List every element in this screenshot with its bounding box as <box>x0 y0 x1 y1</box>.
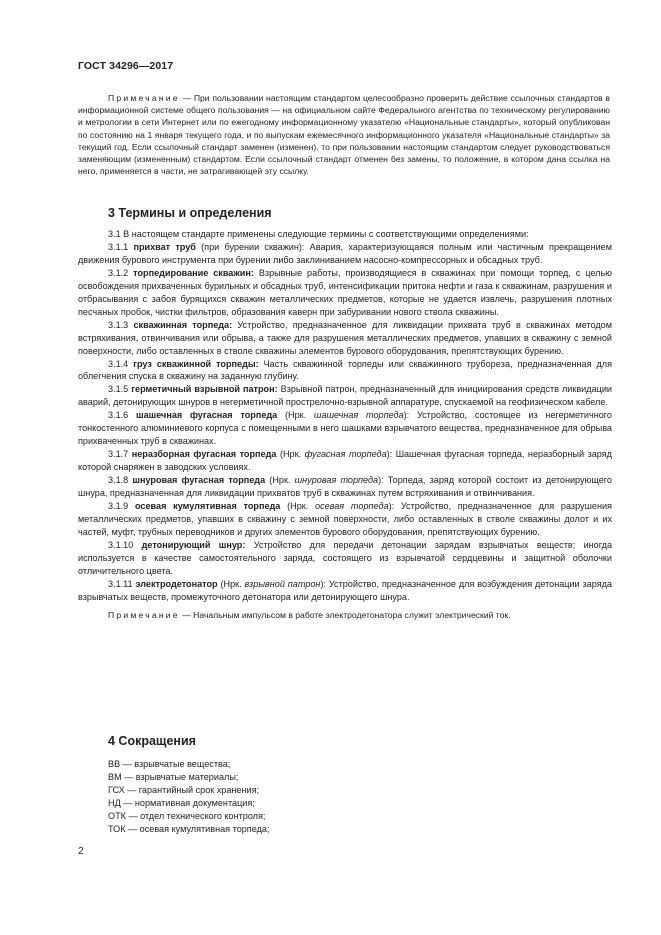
term-name: неразборная фугасная торпеда <box>131 449 277 460</box>
note-label: Примечание <box>108 93 180 103</box>
term-entry <box>78 448 612 474</box>
term-entry <box>78 383 612 409</box>
term-entry <box>78 319 612 358</box>
term-definition: ): Шашечная фугасная торпеда, неразборный заряд которой снаряжен в заводских условиях. <box>78 449 612 473</box>
term-definition: ): Устройство, состоящее из негерметичного тонкостенного алюминиевого корпуса с помещенными в него шашками взрывчатого вещества, предназначенное для обрыва прихваченных труб в скважинах. <box>78 410 612 447</box>
term-name: скважинная торпеда: <box>133 319 233 330</box>
term-name: торпедирование скважин: <box>133 267 254 278</box>
term-name: детонирующий шнур: <box>141 539 246 550</box>
term-definition: Устройство, предназначенное для ликвидации прихвата труб в скважинах методом встряхивания, отвинчивания или обрыва, а также для разрушения металлических предметов, упавших в скважину с земной поверхности, либо оставленных в стволе скважины элементов бурового оборудования, препятствующих бурению. <box>78 319 612 356</box>
term-number: 3.1.6 <box>108 410 136 421</box>
term-name: осевая кумулятивная торпеда <box>135 501 281 512</box>
term-nonrecommended: фугасная торпеда <box>304 449 387 460</box>
term-number: 3.1.4 <box>108 358 134 369</box>
term-name: груз скважинной торпеды: <box>133 358 259 369</box>
term-number: 3.1.11 <box>108 578 136 589</box>
term-definition: Взрывные работы, производящиеся в скважинах при помощи торпед, с целью освобождения прихваченных бурильных и обсадных труб, интенсификации притока нефти и газа к скважинам, разрушения и отбрасывания с забоя бурящихся скважин металлических предметов, которые не удается извлечь, разрушения плотных песчаных пробок, чистки фильтров, образования каверн при забуривании нового ствола скважины. <box>78 267 612 317</box>
section-3-heading: 3 Термины и определения <box>108 206 272 220</box>
term-number: 3.1.7 <box>108 449 132 460</box>
term-definition: ): Устройство, предназначенное для разрушения металлических предметов, упавших в скважину с земной поверхности, либо оставленных в стволе скважины долот и их частей, муфт, трубных переводников и других элементов бурового оборудования, препятствующих бурению. <box>78 501 612 537</box>
term-definition: Устройство для передачи детонации зарядам взрывчатых веществ; иногда используется в качестве самостоятельного заряда, состоящего из взрывчатой сердцевины и защитной оболочки отличительного цвета. <box>78 539 612 576</box>
term-name: электродетонатор <box>135 578 218 589</box>
term-name: шнуровая фугасная торпеда <box>132 475 266 486</box>
note-label: Примечание <box>108 609 180 620</box>
term-preface: (Нрк. <box>265 475 295 486</box>
abbreviation-item: НД — нормативная документация; <box>108 798 255 808</box>
terms-definitions <box>78 228 612 622</box>
term-name: шашечная фугасная торпеда <box>136 410 278 421</box>
term-nonrecommended: шнуровая торпеда <box>294 475 379 486</box>
page-number: 2 <box>78 846 84 857</box>
term-number: 3.1.5 <box>108 384 132 395</box>
term-number: 3.1.9 <box>108 501 135 512</box>
term-preface: (Нрк. <box>217 578 245 589</box>
term-note <box>78 609 612 622</box>
term-entry <box>78 267 612 319</box>
term-definition: Взрывной патрон, предназначенный для инициирования средств ликвидации аварий, детонирующих шнуров в негерметичной прострелочно-взрывной аппаратуре, спускаемой на геофизическом кабеле. <box>78 384 612 408</box>
term-nonrecommended: осевая торпеда <box>315 501 389 512</box>
abbreviation-item: ОТК — отдел технического контроля; <box>108 811 266 821</box>
term-definition: (при бурении скважин): Авария, характеризующаяся полным или частичным прекращением движения бурового инструмента при бурении либо заклиниванием насосно-компрессорных и обсадных труб. <box>78 241 612 265</box>
term-definition: Часть скважинной торпеды или скважинного труборeза, предназначенная для облегчения спуска в скважину на заданную глубину. <box>78 358 612 382</box>
term-entry <box>78 539 612 578</box>
abbreviation-item: ГСХ — гарантийный срок хранения; <box>108 785 260 795</box>
term-entry <box>78 500 612 539</box>
note-text: — При пользовании настоящим стандартом целесообразно проверить действие ссылочных стандартов в информационной системе общего пользования — на официальном сайте Федерального агентства по техническому регулированию и метрологии в сети Интернет или по ежегодному информационному указателю «Национальные стандарты», который опубликован по состоянию на 1 января текущего года, и по выпускам ежемесячного информационного указателя «Национальные стандарты» за текущий год. Если ссылочный стандарт заменен (изменен), то при пользовании настоящим стандартом следует руководствоваться заменяющим (измененным) стандартом. Если ссылочный стандарт отменен без замены, то положение, в котором дана ссылка на него, применяется в части, не затрагивающей эту ссылку. <box>78 93 610 177</box>
term-number: 3.1.1 <box>108 241 134 252</box>
term-number: 3.1.2 <box>108 267 134 278</box>
section-4-heading: 4 Сокращения <box>108 734 196 748</box>
document-code-header: ГОСТ 34296—2017 <box>78 60 174 72</box>
term-definition: ): Устройство, предназначенное для возбуждения детонации заряда взрывчатых веществ, промежуточного детонатора или детонирующего шнура. <box>78 578 612 602</box>
note-references <box>78 92 610 177</box>
term-number: 3.1.3 <box>108 319 134 330</box>
term-number: 3.1.10 <box>108 539 142 550</box>
term-entry <box>78 474 612 500</box>
term-number: 3.1.8 <box>108 475 133 486</box>
term-name: прихват труб <box>133 241 196 252</box>
abbreviations-list <box>108 758 269 836</box>
term-entry <box>78 409 612 448</box>
terms-intro: 3.1 В настоящем стандарте применены следующие термины с соответствующими определениями: <box>108 229 529 239</box>
term-preface: (Нрк. <box>280 501 316 512</box>
term-nonrecommended: взрывной патрон <box>244 578 321 589</box>
term-entry <box>78 358 612 384</box>
term-entry <box>78 578 612 604</box>
abbreviation-item: ТОК — осевая кумулятивная торпеда; <box>108 824 270 834</box>
term-preface: (Нрк. <box>277 410 314 421</box>
note-text: — Начальным импульсом в работе электродетонатора служит электрический ток. <box>179 609 511 620</box>
term-entry <box>78 241 612 267</box>
term-preface: (Нрк. <box>276 449 305 460</box>
terms-list <box>78 241 612 604</box>
abbreviation-item: ВМ — взрывчатые материалы; <box>108 772 239 782</box>
term-name: герметичный взрывной патрон: <box>131 384 278 395</box>
abbreviation-item: ВВ — взрывчатые вещества; <box>108 759 231 769</box>
term-definition: ): Торпеда, заряд которой состоит из детонирующего шнура, предназначенная для ликвидации прихватов труб в скважинах путем встряхивания и отвинчивания. <box>78 475 612 499</box>
term-nonrecommended: шашечная торпеда <box>313 410 404 421</box>
